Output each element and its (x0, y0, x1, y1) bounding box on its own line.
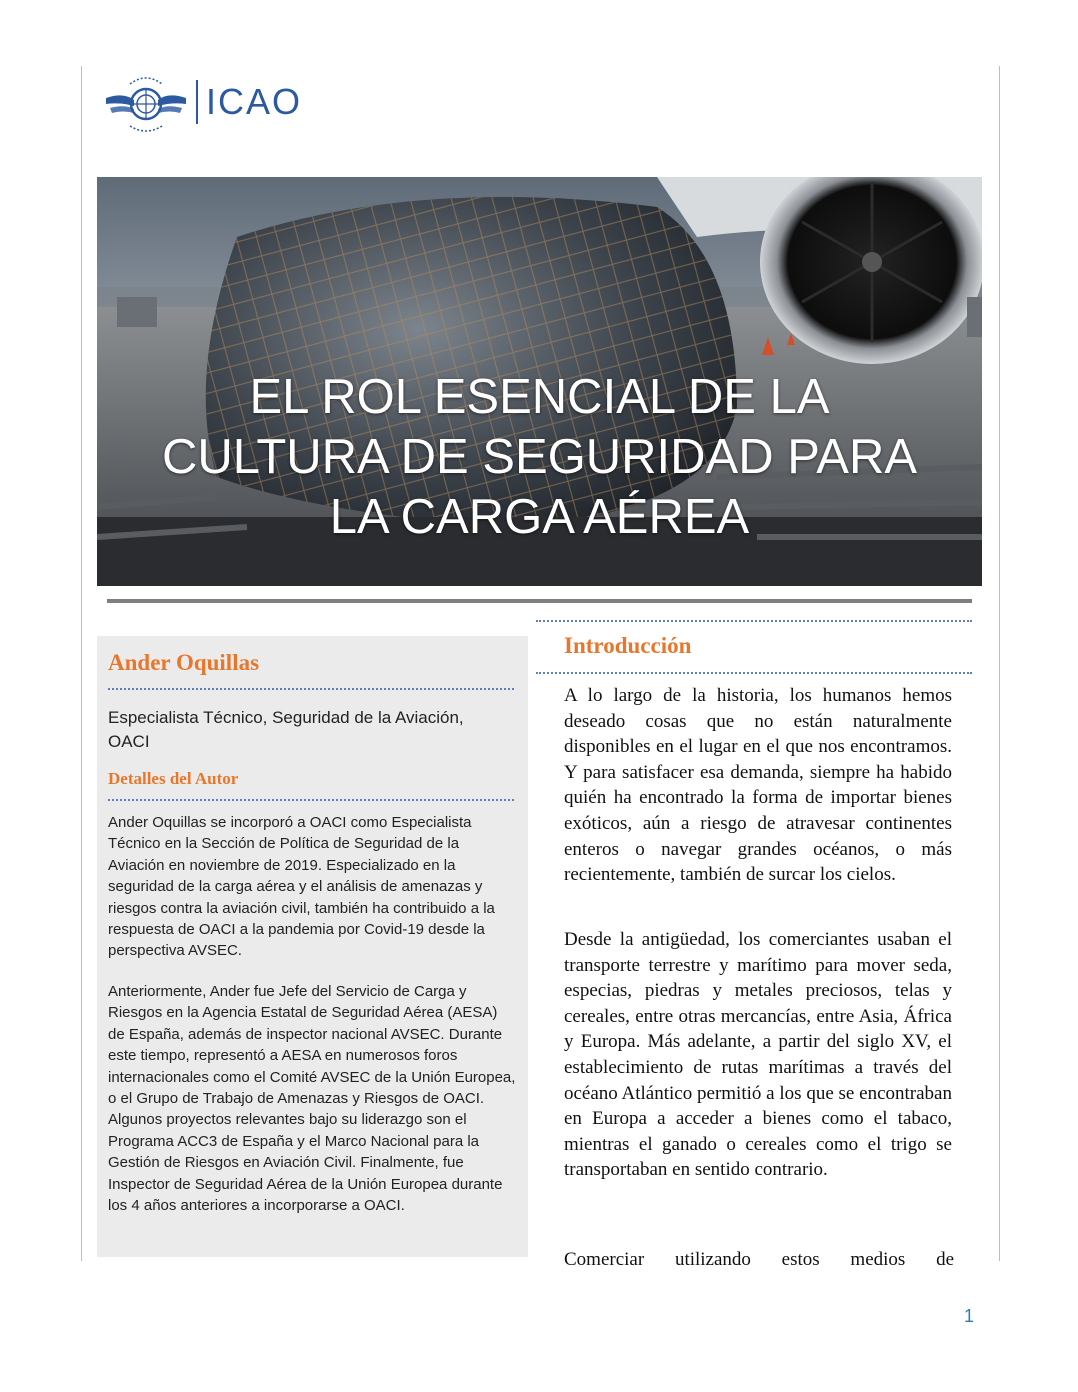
author-name: Ander Oquillas (108, 650, 260, 675)
hero-title (97, 367, 982, 547)
body-paragraph: A lo largo de la historia, los humanos hemos deseado cosas que no están naturalmente disponibles en el lugar en el que nos encontramos. Y para satisfacer esa demanda, siempre ha habido quién ha encontrado la forma de importar bienes exóticos, aún a riesgo de atravesar continentes enteros o navegar grandes océanos, o más recientemente, también de surcar los cielos. (564, 685, 952, 886)
page-margin-line-right (999, 66, 1000, 1261)
dotted-rule (108, 688, 514, 690)
logo-separator (196, 80, 198, 124)
body-paragraph: Comerciar utilizando estos medios de (564, 1249, 954, 1270)
logo-text: ICAO (206, 81, 303, 122)
icao-logo (104, 68, 302, 136)
dotted-rule (108, 799, 514, 801)
body-paragraph-continued (564, 1247, 954, 1275)
dotted-rule (536, 672, 972, 674)
hero-image (97, 177, 982, 586)
page-margin-line-left (81, 66, 82, 1261)
author-role: Especialista Técnico, Seguridad de la Aviación, OACI (108, 708, 464, 751)
section-title-introduccion: Introducción (564, 633, 692, 658)
section-divider (107, 599, 972, 603)
hero-title-line: CULTURA DE SEGURIDAD PARA (161, 430, 918, 484)
page-number: 1 (964, 1306, 975, 1326)
author-bio-paragraph: Ander Oquillas se incorporó a OACI como Especialista Técnico en la Sección de Política de Seguridad de la Aviación en noviembre de 2019. Especializado en la seguridad de la carga aérea y el análisis de amenazas y riesgos contra la aviación civil, también ha contribuido a la respuesta de OACI a la pandemia por Covid-19 desde la perspectiva AVSEC. (108, 814, 495, 960)
author-bio-paragraph: Anteriormente, Ander fue Jefe del Servicio de Carga y Riesgos en la Agencia Estatal de Seguridad Aérea (AESA) de España, además de inspector nacional AVSEC. Durante este tiempo, representó a AESA en numerosos foros internacionales como el Comité AVSEC de la Unión Europea, o el Grupo de Trabajo de Amenazas y Riesgos de OACI. Algunos proyectos relevantes bajo su liderazgo son el Programa ACC3 de España y el Marco Nacional para la Gestión de Riesgos en Aviación Civil. Finalmente, fue Inspector de Seguridad Aérea de la Unión Europea durante los 4 años anteriores a incorporarse a OACI. (108, 983, 516, 1215)
hero-title-line: LA CARGA AÉREA (329, 490, 750, 544)
dotted-rule (536, 620, 972, 622)
icao-emblem-icon (104, 68, 188, 136)
body-paragraph: Desde la antigüedad, los comerciantes usaban el transporte terrestre y marítimo para mover seda, especias, piedras y metales preciosos, telas y cereales, entre otras mercancías, entre Asia, África y Europa. Más adelante, a partir del siglo XV, el establecimiento de rutas marítimas a través del océano Atlántico permitió a los que se encontraban en Europa a acceder a bienes como el tabaco, mientras el ganado o cereales como el trigo se transportaban en sentido contrario. (564, 929, 952, 1181)
author-details-title: Detalles del Autor (108, 769, 239, 788)
hero-title-line: EL ROL ESENCIAL DE LA (249, 370, 830, 424)
author-sidebar (97, 636, 528, 1257)
